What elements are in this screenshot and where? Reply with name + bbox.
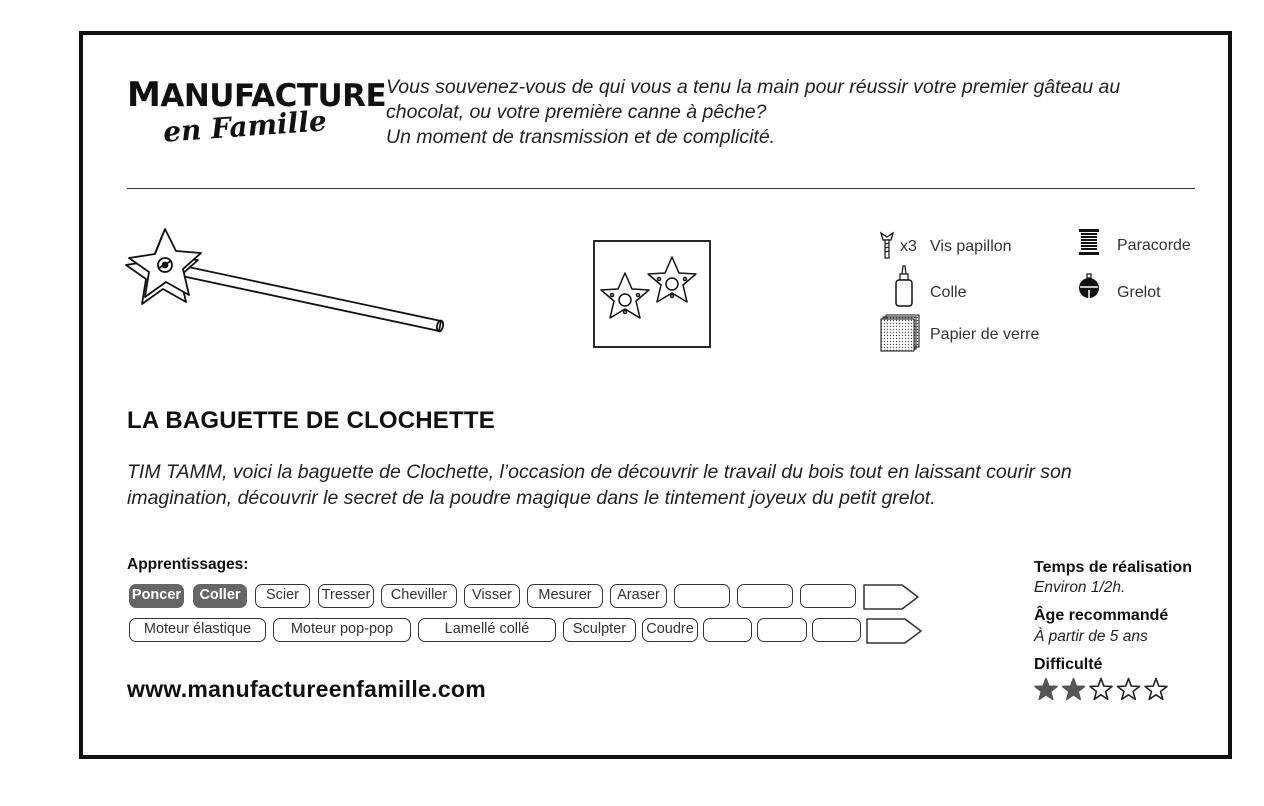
time-value: Environ 1/2h. [1034, 579, 1126, 596]
wing-screw-icon [879, 231, 895, 261]
skill-pill-blank [703, 618, 752, 642]
age-value: À partir de 5 ans [1034, 628, 1148, 645]
activity-card [79, 31, 1232, 759]
skill-pill-sculpter: Sculpter [563, 618, 636, 642]
logo-en-famille: en Famille [162, 104, 328, 149]
age-label: Âge recommandé [1034, 607, 1169, 624]
description-line: imagination, découvrir le secret de la poudre magique dans le tintement joyeux du petit grelot. [127, 487, 936, 509]
bell-icon [1077, 273, 1101, 299]
intro-line: Vous souvenez-vous de qui vous a tenu la main pour réussir votre premier gâteau au [386, 76, 1121, 98]
star-template-illustration [593, 240, 713, 350]
difficulty-label: Difficulté [1034, 656, 1103, 673]
material-paracorde: Paracorde [1117, 237, 1191, 254]
skill-pill-tresser: Tresser [318, 584, 374, 608]
skill-pill-scier: Scier [255, 584, 310, 608]
skill-pill-blank [757, 618, 807, 642]
skill-pill-blank [812, 618, 861, 642]
star-filled-icon [1035, 679, 1057, 700]
description-line: TIM TAMM, voici la baguette de Clochette, l’occasion de découvrir le travail du bois tout en laissant courir son [127, 461, 1072, 483]
intro-line: Un moment de transmission et de complicité. [386, 126, 776, 148]
skill-pill-blank [674, 584, 730, 608]
star-empty-icon [1118, 679, 1140, 700]
skill-pill-moteur-elastique: Moteur élastique [129, 618, 266, 642]
skill-pill-coller: Coller [193, 584, 247, 608]
wand-illustration [121, 221, 451, 336]
material-vis-papillon: Vis papillon [930, 238, 1012, 255]
material-qty: x3 [900, 238, 917, 255]
sandpaper-icon [880, 313, 922, 353]
material-papier-de-verre: Papier de verre [930, 326, 1040, 343]
skill-pill-lamelle-colle: Lamellé collé [418, 618, 556, 642]
logo-manufacture: MANUFACTURE [127, 75, 387, 115]
activity-title: LA BAGUETTE DE CLOCHETTE [127, 407, 495, 434]
time-label: Temps de réalisation [1034, 559, 1192, 576]
intro-text [386, 75, 1216, 150]
skill-pill-poncer: Poncer [129, 584, 184, 608]
skill-pill-blank [737, 584, 793, 608]
star-empty-icon [1090, 679, 1112, 700]
skill-pill-mesurer: Mesurer [527, 584, 603, 608]
material-grelot: Grelot [1117, 284, 1161, 301]
difficulty-rating [1034, 675, 1174, 703]
glue-bottle-icon [893, 264, 915, 308]
intro-line: chocolat, ou votre première canne à pêche? [386, 101, 767, 123]
skill-pill-cheviller: Cheviller [381, 584, 457, 608]
arrow-right-icon [865, 617, 925, 645]
website-link[interactable]: www.manufactureenfamille.com [127, 676, 487, 702]
star-empty-icon [1145, 679, 1167, 700]
arrow-right-icon [862, 583, 922, 611]
skill-pill-araser: Araser [610, 584, 667, 608]
skill-pill-blank [800, 584, 856, 608]
activity-description [127, 459, 1202, 511]
paracord-spool-icon [1075, 227, 1103, 257]
star-filled-icon [1063, 679, 1085, 700]
skill-pill-moteur-pop-pop: Moteur pop-pop [273, 618, 411, 642]
skills-heading: Apprentissages: [127, 556, 249, 573]
skill-pill-coudre: Coudre [642, 618, 698, 642]
divider [127, 188, 1195, 189]
skill-pill-visser: Visser [464, 584, 520, 608]
material-colle: Colle [930, 284, 967, 301]
